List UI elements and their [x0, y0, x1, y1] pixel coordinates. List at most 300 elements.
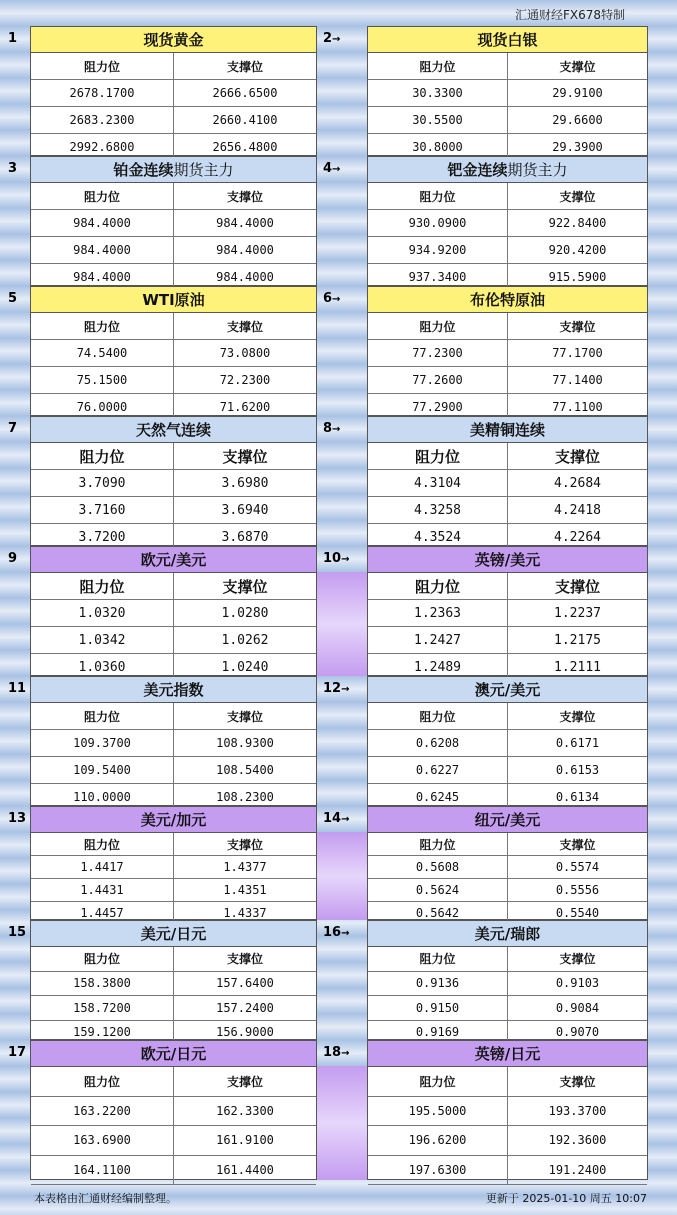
panel-index	[0, 920, 30, 946]
levels-table	[31, 183, 316, 291]
instrument-panel	[30, 286, 317, 416]
instrument-name: WTI原油	[142, 291, 205, 309]
support-value: 157.2400	[174, 996, 317, 1021]
panel-number: 8	[323, 421, 333, 436]
panel-index	[319, 546, 367, 572]
table-row	[31, 1126, 316, 1156]
levels-table	[31, 703, 316, 811]
resistance-header: 阻力位	[31, 573, 174, 600]
support-value: 156.9000	[174, 1020, 317, 1045]
levels-table	[368, 443, 647, 551]
levels-table	[368, 313, 647, 421]
support-value: 2656.4800	[174, 134, 317, 161]
support-header: 支撑位	[508, 53, 648, 80]
panel-number: 17	[8, 1045, 27, 1060]
support-value: 4.2264	[508, 524, 648, 551]
resistance-value: 1.0360	[31, 654, 174, 681]
arrow-right-icon: →	[341, 684, 350, 695]
resistance-value: 30.3300	[368, 80, 508, 107]
panel-index	[319, 286, 367, 312]
resistance-value: 77.2300	[368, 340, 508, 367]
instrument-title	[368, 807, 647, 833]
instrument-name: 欧元/日元	[140, 1045, 207, 1063]
table-row	[31, 996, 316, 1021]
resistance-value: 1.4457	[31, 902, 174, 925]
resistance-value: 1.2489	[368, 654, 508, 681]
panel-number: 11	[8, 681, 27, 696]
support-header: 支撑位	[174, 313, 317, 340]
panel-index	[319, 1040, 367, 1066]
instrument-title	[368, 547, 647, 573]
table-header-row	[368, 1067, 647, 1096]
support-header: 支撑位	[174, 947, 317, 971]
resistance-value: 0.9150	[368, 996, 508, 1021]
resistance-value: 1.4417	[31, 856, 174, 879]
panel-number: 16	[323, 925, 342, 940]
resistance-header: 阻力位	[31, 947, 174, 971]
levels-table	[368, 183, 647, 291]
support-value: 161.4400	[174, 1155, 317, 1185]
support-value: 984.4000	[174, 210, 317, 237]
support-header: 支撑位	[508, 313, 648, 340]
resistance-value: 109.5400	[31, 757, 174, 784]
table-row	[31, 497, 316, 524]
resistance-value: 75.1500	[31, 367, 174, 394]
resistance-value: 984.4000	[31, 237, 174, 264]
table-row	[31, 971, 316, 996]
support-value: 4.2418	[508, 497, 648, 524]
table-row	[31, 1096, 316, 1126]
resistance-header: 阻力位	[31, 53, 174, 80]
arrow-right-icon: →	[341, 554, 350, 565]
table-row	[31, 107, 316, 134]
resistance-value: 30.8000	[368, 134, 508, 161]
levels-table	[31, 573, 316, 681]
table-header-row	[31, 573, 316, 600]
resistance-value: 164.1100	[31, 1155, 174, 1185]
support-value: 157.6400	[174, 971, 317, 996]
resistance-header: 阻力位	[368, 573, 508, 600]
resistance-value: 2683.2300	[31, 107, 174, 134]
instrument-panel	[367, 156, 648, 286]
resistance-value: 3.7160	[31, 497, 174, 524]
instrument-panel	[367, 286, 648, 416]
resistance-value: 2992.6800	[31, 134, 174, 161]
support-value: 984.4000	[174, 264, 317, 291]
support-value: 915.5900	[508, 264, 648, 291]
instrument-name: 澳元/美元	[474, 681, 541, 699]
instrument-title	[31, 677, 316, 703]
support-value: 4.2684	[508, 470, 648, 497]
panel-number: 12	[323, 681, 342, 696]
levels-table	[31, 833, 316, 925]
instrument-panel	[30, 26, 317, 156]
support-value: 0.6153	[508, 757, 648, 784]
support-value: 73.0800	[174, 340, 317, 367]
resistance-value: 0.9169	[368, 1020, 508, 1045]
levels-table	[31, 313, 316, 421]
support-value: 77.1100	[508, 394, 648, 421]
panel-number: 15	[8, 925, 27, 940]
resistance-value: 3.7090	[31, 470, 174, 497]
support-value: 0.6171	[508, 730, 648, 757]
support-header: 支撑位	[174, 833, 317, 856]
instrument-title	[31, 27, 316, 53]
resistance-value: 159.1200	[31, 1020, 174, 1045]
instrument-panel	[30, 156, 317, 286]
support-value: 72.2300	[174, 367, 317, 394]
table-row	[31, 757, 316, 784]
panel-number: 6	[323, 291, 333, 306]
resistance-value: 937.3400	[368, 264, 508, 291]
violet-band	[317, 832, 367, 920]
table-row	[368, 497, 647, 524]
instrument-title	[368, 417, 647, 443]
instrument-name: 英镑/日元	[474, 1045, 541, 1063]
header-title: 汇通财经FX678特制	[514, 8, 625, 22]
resistance-value: 30.5500	[368, 107, 508, 134]
support-value: 161.9100	[174, 1126, 317, 1156]
table-row	[368, 757, 647, 784]
table-row	[31, 600, 316, 627]
support-value: 191.2400	[508, 1155, 648, 1185]
instrument-name: 美元/加元	[140, 811, 207, 829]
panel-number: 5	[8, 291, 18, 306]
resistance-value: 163.6900	[31, 1126, 174, 1156]
panel-index	[0, 1040, 30, 1066]
support-header: 支撑位	[508, 833, 648, 856]
support-value: 162.3300	[174, 1096, 317, 1126]
table-header-row	[31, 313, 316, 340]
resistance-header: 阻力位	[368, 703, 508, 730]
table-header-row	[368, 703, 647, 730]
table-row	[368, 879, 647, 902]
table-row	[368, 340, 647, 367]
support-value: 0.9103	[508, 971, 648, 996]
panel-index	[0, 676, 30, 702]
resistance-value: 3.7200	[31, 524, 174, 551]
arrow-right-icon: →	[332, 164, 341, 175]
arrow-right-icon: →	[332, 34, 341, 45]
resistance-header: 阻力位	[368, 1067, 508, 1096]
table-header-row	[368, 573, 647, 600]
panel-index	[319, 156, 367, 182]
support-value: 0.5556	[508, 879, 648, 902]
instrument-panel	[367, 416, 648, 546]
levels-table	[368, 53, 647, 161]
resistance-value: 1.0320	[31, 600, 174, 627]
resistance-header: 阻力位	[31, 443, 174, 470]
panel-number: 13	[8, 811, 27, 826]
instrument-panel	[367, 676, 648, 806]
instrument-title	[368, 157, 647, 183]
panel-index	[0, 806, 30, 832]
instrument-title	[31, 157, 316, 183]
support-header: 支撑位	[174, 53, 317, 80]
resistance-value: 0.5608	[368, 856, 508, 879]
table-row	[368, 237, 647, 264]
arrow-right-icon: →	[332, 424, 341, 435]
table-header-row	[31, 443, 316, 470]
table-row	[368, 470, 647, 497]
resistance-value: 0.5642	[368, 902, 508, 925]
violet-band	[317, 572, 367, 676]
arrow-right-icon: →	[332, 294, 341, 305]
support-value: 1.2175	[508, 627, 648, 654]
table-row	[368, 971, 647, 996]
panel-number: 9	[8, 551, 18, 566]
resistance-value: 158.7200	[31, 996, 174, 1021]
instrument-panel	[367, 806, 648, 920]
instrument-subtitle: 期货主力	[507, 161, 568, 179]
table-row	[31, 879, 316, 902]
resistance-header: 阻力位	[31, 183, 174, 210]
support-value: 29.6600	[508, 107, 648, 134]
levels-table	[31, 443, 316, 551]
resistance-value: 195.5000	[368, 1096, 508, 1126]
instrument-panel	[30, 546, 317, 676]
table-header-row	[31, 1067, 316, 1096]
table-header-row	[31, 53, 316, 80]
support-value: 29.3900	[508, 134, 648, 161]
support-value: 192.3600	[508, 1126, 648, 1156]
instrument-name: 铂金连续	[113, 161, 174, 179]
instrument-title	[368, 27, 647, 53]
footer-note: 本表格由汇通财经编制整理。	[34, 1192, 177, 1205]
panel-number: 1	[8, 31, 18, 46]
instrument-name: 美精铜连续	[469, 421, 545, 439]
instrument-title	[31, 547, 316, 573]
table-row	[368, 367, 647, 394]
arrow-right-icon: →	[341, 928, 350, 939]
support-value: 3.6870	[174, 524, 317, 551]
instrument-panel	[30, 1040, 317, 1180]
panel-index	[0, 156, 30, 182]
resistance-value: 0.6227	[368, 757, 508, 784]
instrument-name: 美元指数	[143, 681, 204, 699]
table-row	[368, 1096, 647, 1126]
panel-number: 4	[323, 161, 333, 176]
support-value: 1.4377	[174, 856, 317, 879]
resistance-header: 阻力位	[368, 947, 508, 971]
table-row	[368, 80, 647, 107]
resistance-value: 196.6200	[368, 1126, 508, 1156]
levels-table	[368, 833, 647, 925]
instrument-title	[31, 807, 316, 833]
table-header-row	[368, 833, 647, 856]
instrument-title	[31, 1041, 316, 1067]
panel-number: 14	[323, 811, 342, 826]
support-value: 108.9300	[174, 730, 317, 757]
resistance-value: 197.6300	[368, 1155, 508, 1185]
resistance-header: 阻力位	[31, 313, 174, 340]
panel-index	[0, 26, 30, 52]
support-header: 支撑位	[508, 573, 648, 600]
levels-table	[368, 947, 647, 1045]
table-row	[31, 627, 316, 654]
resistance-value: 0.5624	[368, 879, 508, 902]
instrument-name: 钯金连续	[447, 161, 508, 179]
instrument-title	[368, 921, 647, 947]
resistance-value: 1.2363	[368, 600, 508, 627]
table-header-row	[368, 313, 647, 340]
support-header: 支撑位	[508, 1067, 648, 1096]
table-row	[31, 1155, 316, 1185]
panel-index	[319, 806, 367, 832]
resistance-value: 77.2600	[368, 367, 508, 394]
levels-table	[31, 947, 316, 1045]
arrow-right-icon: →	[341, 1048, 350, 1059]
resistance-value: 74.5400	[31, 340, 174, 367]
support-value: 193.3700	[508, 1096, 648, 1126]
resistance-value: 1.0342	[31, 627, 174, 654]
support-header: 支撑位	[508, 443, 648, 470]
table-header-row	[31, 833, 316, 856]
header	[0, 0, 677, 26]
support-header: 支撑位	[508, 183, 648, 210]
resistance-value: 934.9200	[368, 237, 508, 264]
resistance-value: 930.0900	[368, 210, 508, 237]
support-value: 3.6940	[174, 497, 317, 524]
support-value: 108.5400	[174, 757, 317, 784]
table-row	[31, 856, 316, 879]
support-value: 1.4351	[174, 879, 317, 902]
table-header-row	[368, 443, 647, 470]
support-value: 0.9070	[508, 1020, 648, 1045]
panel-index	[319, 416, 367, 442]
instrument-name: 布伦特原油	[469, 291, 545, 309]
resistance-value: 984.4000	[31, 210, 174, 237]
levels-table	[368, 703, 647, 811]
panel-number: 18	[323, 1045, 342, 1060]
support-value: 1.2237	[508, 600, 648, 627]
resistance-value: 76.0000	[31, 394, 174, 421]
resistance-value: 110.0000	[31, 784, 174, 811]
instrument-panel	[30, 676, 317, 806]
table-row	[368, 1155, 647, 1185]
instrument-title	[31, 287, 316, 313]
support-value: 1.4337	[174, 902, 317, 925]
instrument-title	[368, 1041, 647, 1067]
table-row	[368, 627, 647, 654]
support-value: 1.0262	[174, 627, 317, 654]
resistance-value: 1.2427	[368, 627, 508, 654]
table-header-row	[368, 183, 647, 210]
table-row	[31, 340, 316, 367]
resistance-header: 阻力位	[368, 183, 508, 210]
resistance-value: 77.2900	[368, 394, 508, 421]
support-value: 29.9100	[508, 80, 648, 107]
resistance-value: 0.9136	[368, 971, 508, 996]
table-header-row	[31, 703, 316, 730]
support-value: 922.8400	[508, 210, 648, 237]
resistance-value: 984.4000	[31, 264, 174, 291]
instrument-name: 英镑/美元	[474, 551, 541, 569]
resistance-value: 163.2200	[31, 1096, 174, 1126]
support-value: 0.5540	[508, 902, 648, 925]
table-row	[368, 600, 647, 627]
support-value: 3.6980	[174, 470, 317, 497]
instrument-title	[31, 921, 316, 947]
table-row	[31, 367, 316, 394]
table-row	[31, 210, 316, 237]
table-header-row	[31, 947, 316, 971]
support-header: 支撑位	[174, 703, 317, 730]
support-value: 2666.6500	[174, 80, 317, 107]
resistance-header: 阻力位	[368, 313, 508, 340]
instrument-panel	[30, 416, 317, 546]
panel-number: 2	[323, 31, 333, 46]
instrument-name: 纽元/美元	[474, 811, 541, 829]
levels-table	[31, 1067, 316, 1185]
support-header: 支撑位	[174, 573, 317, 600]
resistance-value: 4.3524	[368, 524, 508, 551]
table-header-row	[368, 53, 647, 80]
arrow-right-icon: →	[341, 814, 350, 825]
table-row	[368, 856, 647, 879]
table-row	[368, 107, 647, 134]
panel-number: 10	[323, 551, 342, 566]
instrument-name: 欧元/美元	[140, 551, 207, 569]
levels-table	[368, 1067, 647, 1185]
support-value: 1.0280	[174, 600, 317, 627]
levels-table	[368, 573, 647, 681]
panel-number: 7	[8, 421, 18, 436]
resistance-header: 阻力位	[368, 833, 508, 856]
support-value: 920.4200	[508, 237, 648, 264]
instrument-subtitle: 期货主力	[173, 161, 234, 179]
levels-table	[31, 53, 316, 161]
instrument-name: 天然气连续	[135, 421, 211, 439]
support-value: 77.1700	[508, 340, 648, 367]
resistance-value: 4.3258	[368, 497, 508, 524]
table-header-row	[31, 183, 316, 210]
support-value: 0.5574	[508, 856, 648, 879]
panel-index	[0, 546, 30, 572]
support-value: 1.0240	[174, 654, 317, 681]
support-header: 支撑位	[174, 183, 317, 210]
support-value: 984.4000	[174, 237, 317, 264]
table-header-row	[368, 947, 647, 971]
resistance-header: 阻力位	[31, 703, 174, 730]
table-row	[31, 237, 316, 264]
instrument-title	[368, 677, 647, 703]
instrument-name: 美元/日元	[140, 925, 207, 943]
instrument-name: 现货白银	[477, 31, 538, 49]
instrument-title	[31, 417, 316, 443]
resistance-value: 158.3800	[31, 971, 174, 996]
resistance-value: 0.6245	[368, 784, 508, 811]
instrument-panel	[367, 920, 648, 1040]
instrument-name: 美元/瑞郎	[474, 925, 541, 943]
panel-index	[319, 676, 367, 702]
update-time: 更新于 2025-01-10 周五 10:07	[485, 1192, 647, 1205]
support-value: 71.6200	[174, 394, 317, 421]
panel-index	[319, 920, 367, 946]
resistance-value: 0.6208	[368, 730, 508, 757]
violet-band	[317, 1066, 367, 1180]
resistance-header: 阻力位	[31, 1067, 174, 1096]
support-value: 0.6134	[508, 784, 648, 811]
support-header: 支撑位	[174, 443, 317, 470]
resistance-header: 阻力位	[368, 53, 508, 80]
table-row	[31, 80, 316, 107]
resistance-header: 阻力位	[31, 833, 174, 856]
panel-number: 3	[8, 161, 18, 176]
instrument-panel	[367, 1040, 648, 1180]
support-value: 0.9084	[508, 996, 648, 1021]
support-header: 支撑位	[508, 703, 648, 730]
